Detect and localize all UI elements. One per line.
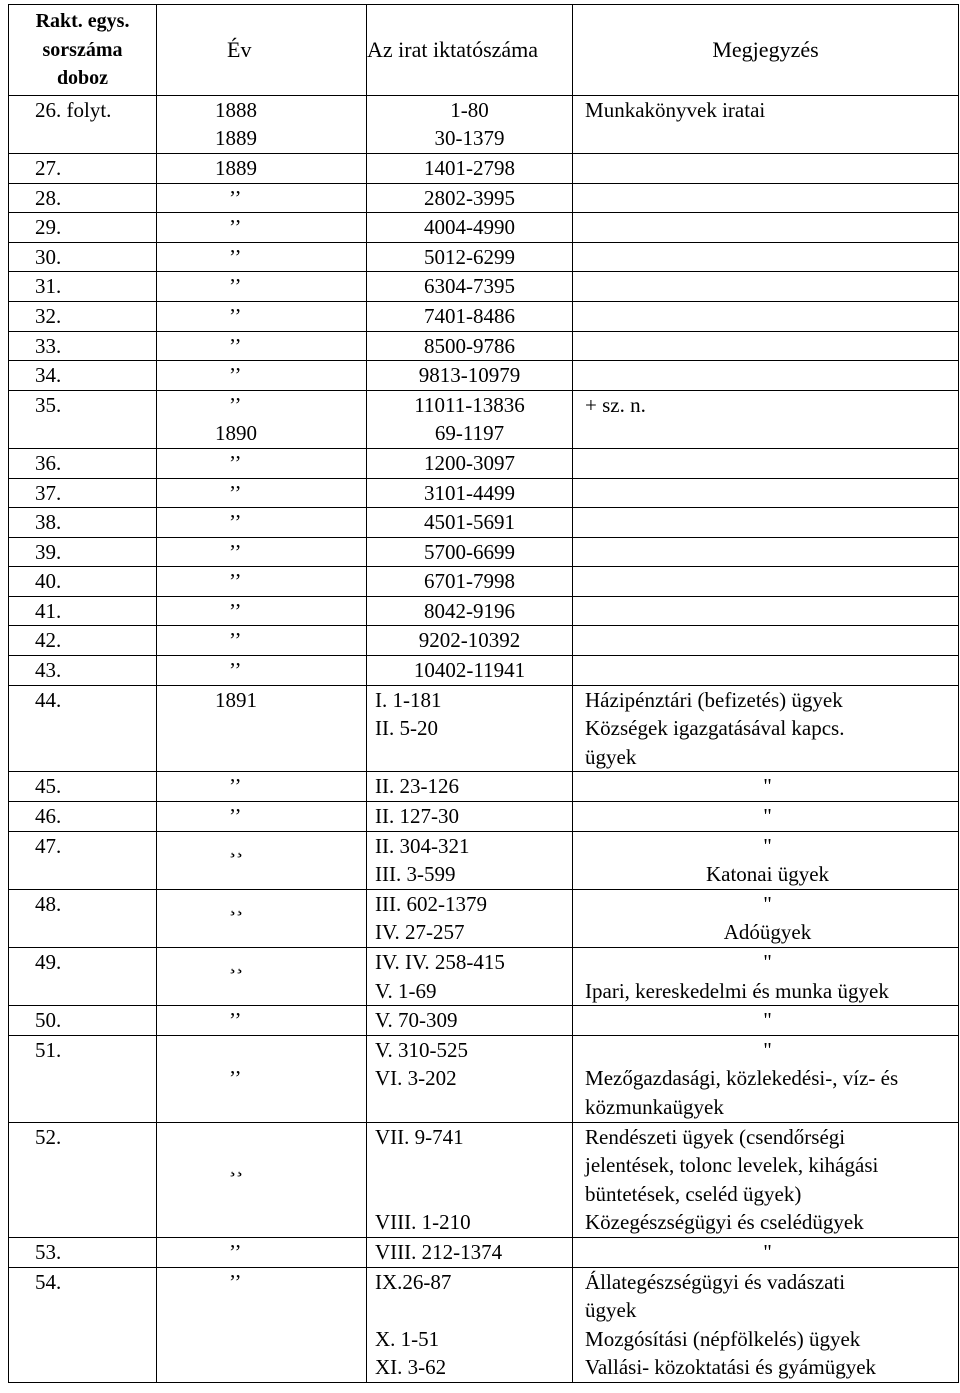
year-cell [157,242,367,272]
unit-number-cell: 48. [9,889,157,947]
reference-cell-line: XI. 3-62 [375,1355,447,1380]
year-cell [157,948,367,1006]
year-cell-line: ’’ [229,658,242,683]
unit-number-cell: 46. [9,802,157,832]
year-cell [157,95,367,153]
year-cell-line: ’’ [229,480,242,505]
unit-number-cell: 50. [9,1006,157,1036]
note-cell-line: Községek igazgatásával kapcs. [585,716,845,741]
year-cell-line [157,1123,358,1152]
table-row [9,831,959,889]
unit-number-cell: 40. [9,567,157,597]
year-cell [157,596,367,626]
note-cell [573,1006,959,1036]
note-cell [573,272,959,302]
year-cell-line: ’’ [229,1269,242,1294]
reference-cell [367,1237,573,1267]
reference-cell-line: II. 127-30 [375,804,459,829]
unit-number-cell: 32. [9,301,157,331]
reference-cell-line [375,1093,564,1122]
year-cell-line: ’’ [229,215,242,240]
note-cell [573,596,959,626]
note-cell [573,831,959,889]
note-cell-line: Adóügyek [723,920,812,945]
note-cell-line: " [763,804,772,829]
note-cell-line: Házipénztári (befizetés) ügyek [585,687,843,712]
note-cell-line: " [763,1239,772,1264]
reference-cell-line: 1401-2798 [424,155,516,180]
note-cell [573,390,959,448]
table-row [9,272,959,302]
reference-cell [367,390,573,448]
note-cell [573,1035,959,1122]
year-cell-line: ¸¸ [229,950,244,974]
unit-number-cell: 44. [9,685,157,772]
note-cell [573,889,959,947]
note-cell-line: Állategészségügyi és vadászati [585,1269,846,1294]
reference-cell-line: VIII. 1-210 [375,1210,471,1235]
note-cell-line: ügyek [585,744,637,769]
year-cell-line: 1888 [215,97,258,122]
table-row [9,95,959,153]
table-body [9,95,959,1382]
reference-cell [367,831,573,889]
note-cell [573,1122,959,1237]
header-year: Év [157,5,367,96]
reference-cell [367,183,573,213]
unit-number-cell: 31. [9,272,157,302]
note-cell-line: Mozgósítási (népfölkelés) ügyek [585,1326,861,1351]
table-row [9,948,959,1006]
table-row [9,1267,959,1382]
note-cell [573,772,959,802]
reference-cell-line: III. 602-1379 [375,891,487,916]
note-cell [573,478,959,508]
year-cell [157,626,367,656]
reference-cell-line: 8500-9786 [424,333,516,358]
note-cell-line: " [763,1008,772,1033]
year-cell [157,1267,367,1382]
header-unit-number: Rakt. egys. sorszáma doboz [9,5,157,96]
unit-number-cell: 42. [9,626,157,656]
reference-cell [367,656,573,686]
year-cell-line: ’’ [229,1066,242,1091]
note-cell-line: " [763,950,772,974]
unit-number-cell: 47. [9,831,157,889]
unit-number-cell: 43. [9,656,157,686]
note-cell-line: " [763,774,772,799]
reference-cell-line: VI. 3-202 [375,1066,457,1091]
year-cell-line: 1889 [215,126,258,151]
unit-number-cell: 30. [9,242,157,272]
reference-cell [367,153,573,183]
year-cell-line: ’’ [229,510,242,535]
year-cell [157,656,367,686]
note-cell [573,656,959,686]
reference-cell-line [375,1296,564,1325]
note-cell [573,331,959,361]
year-cell-line: ’’ [229,274,242,299]
unit-number-cell: 26. folyt. [9,95,157,153]
table-header-row [9,5,959,96]
reference-cell-line: 9202-10392 [418,628,521,653]
header-reference: Az irat iktatószáma [367,5,573,96]
reference-cell [367,1122,573,1237]
year-cell-line [157,1180,358,1209]
reference-cell [367,626,573,656]
reference-cell-line: 1200-3097 [424,450,516,475]
note-cell-line: jelentések, tolonc levelek, kihágási [585,1153,879,1178]
note-cell [573,448,959,478]
reference-cell-line: V. 310-525 [375,1037,468,1062]
reference-cell-line: II. 23-126 [375,774,459,799]
reference-cell-line: 4004-4990 [424,215,516,240]
year-cell [157,537,367,567]
reference-cell [367,242,573,272]
unit-number-cell: 33. [9,331,157,361]
note-cell [573,183,959,213]
year-cell [157,301,367,331]
note-cell [573,802,959,832]
year-cell-line [157,1093,358,1122]
table-row [9,242,959,272]
year-cell [157,1122,367,1237]
year-cell-line: ’’ [229,333,242,358]
note-cell [573,537,959,567]
note-cell-line: Katonai ügyek [705,862,830,887]
year-cell [157,153,367,183]
table-row [9,772,959,802]
year-cell-line: ’’ [229,244,242,269]
year-cell-line: ’’ [229,363,242,388]
reference-cell-line: VIII. 212-1374 [375,1239,503,1264]
unit-number-cell: 36. [9,448,157,478]
reference-cell [367,478,573,508]
unit-number-cell: 53. [9,1237,157,1267]
reference-cell-line: 8042-9196 [424,598,516,623]
unit-number-cell: 27. [9,153,157,183]
table-row [9,390,959,448]
table-row [9,1122,959,1237]
reference-cell-line [375,1151,564,1180]
unit-number-cell: 45. [9,772,157,802]
note-cell [573,1267,959,1382]
reference-cell-line: I. 1-181 [375,687,442,712]
year-cell [157,183,367,213]
note-cell-line: büntetések, cseléd ügyek) [585,1181,802,1206]
table-row [9,1035,959,1122]
reference-cell [367,802,573,832]
year-cell [157,1237,367,1267]
note-cell-line: Mezőgazdasági, közlekedési-, víz- és [585,1066,899,1091]
year-cell [157,272,367,302]
table-row [9,685,959,772]
table-row [9,213,959,243]
unit-number-cell: 51. [9,1035,157,1122]
table-row [9,508,959,538]
unit-number-cell: 39. [9,537,157,567]
year-cell [157,448,367,478]
year-cell-line [157,1208,358,1237]
year-cell-line: ’’ [229,392,242,417]
table-row [9,153,959,183]
unit-number-cell: 54. [9,1267,157,1382]
year-cell [157,831,367,889]
note-cell [573,242,959,272]
note-cell [573,361,959,391]
reference-cell [367,596,573,626]
note-cell-line: + sz. n. [585,392,646,417]
reference-cell [367,213,573,243]
reference-cell-line: II. 5-20 [375,716,438,741]
note-cell-line: Ipari, kereskedelmi és munka ügyek [585,978,889,1003]
year-cell [157,1006,367,1036]
note-cell [573,508,959,538]
header-note: Megjegyzés [573,5,959,96]
reference-cell-line: IX.26-87 [375,1269,452,1294]
year-cell [157,685,367,772]
reference-cell-line: 69-1197 [434,421,505,446]
archive-inventory-table [8,4,959,1383]
year-cell [157,331,367,361]
note-cell-line: Közegészségügyi és cselédügyek [585,1210,864,1235]
reference-cell [367,685,573,772]
reference-cell-line: 4501-5691 [424,510,516,535]
table-row [9,1006,959,1036]
note-cell [573,213,959,243]
note-cell [573,948,959,1006]
table-row [9,478,959,508]
table-row [9,361,959,391]
year-cell-line: ’’ [229,450,242,475]
year-cell [157,567,367,597]
note-cell-line: " [763,833,772,858]
reference-cell [367,301,573,331]
note-cell-line: Munkakönyvek iratai [585,97,766,122]
year-cell [157,478,367,508]
year-cell-line: ’’ [229,1008,242,1033]
year-cell-line: ¸¸ [229,1153,244,1178]
note-cell-line: Vallási- közoktatási és gyámügyek [585,1355,877,1380]
year-cell [157,802,367,832]
year-cell-line: ’’ [229,1239,242,1264]
reference-cell [367,1035,573,1122]
reference-cell-line: 11011-13836 [414,392,525,417]
note-cell [573,567,959,597]
note-cell-line: közmunkaügyek [585,1094,724,1119]
table-row [9,596,959,626]
unit-number-cell: 35. [9,390,157,448]
year-cell-line: 1891 [215,687,258,712]
reference-cell [367,331,573,361]
table-row [9,331,959,361]
year-cell [157,213,367,243]
year-cell-line: ’’ [229,303,242,328]
note-cell [573,153,959,183]
reference-cell-line: 30-1379 [434,126,505,151]
table-row [9,448,959,478]
unit-number-cell: 28. [9,183,157,213]
table-row [9,567,959,597]
reference-cell-line: 10402-11941 [413,658,526,683]
reference-cell [367,361,573,391]
unit-number-cell: 38. [9,508,157,538]
reference-cell-line: III. 3-599 [375,862,456,887]
note-cell-line: ügyek [585,1298,637,1323]
year-cell-line: 1889 [215,155,258,180]
year-cell [157,889,367,947]
year-cell-line: ’’ [229,804,242,829]
note-cell-line: " [763,891,772,916]
reference-cell-line: 5700-6699 [424,539,516,564]
reference-cell-line: V. 70-309 [375,1008,458,1033]
year-cell [157,1035,367,1122]
reference-cell-line [375,1180,564,1209]
year-cell [157,390,367,448]
year-cell-line: ’’ [229,185,242,210]
year-cell [157,508,367,538]
note-cell [573,95,959,153]
unit-number-cell: 49. [9,948,157,1006]
reference-cell-line: X. 1-51 [375,1326,440,1351]
reference-cell [367,1006,573,1036]
unit-number-cell: 52. [9,1122,157,1237]
year-cell-line: ’’ [229,539,242,564]
year-cell-line: ’’ [229,569,242,594]
note-cell [573,685,959,772]
unit-number-cell: 41. [9,596,157,626]
reference-cell-line: 3101-4499 [424,480,516,505]
table-row [9,656,959,686]
note-cell-line: " [763,1037,772,1062]
reference-cell-line: II. 304-321 [375,833,470,858]
table-row [9,802,959,832]
reference-cell [367,95,573,153]
note-cell [573,1237,959,1267]
reference-cell [367,948,573,1006]
reference-cell-line: 5012-6299 [424,244,516,269]
reference-cell-line: 6701-7998 [424,569,516,594]
table-row [9,537,959,567]
year-cell-line: ’’ [229,598,242,623]
reference-cell [367,1267,573,1382]
table-row [9,1237,959,1267]
unit-number-cell: 29. [9,213,157,243]
reference-cell-line: 2802-3995 [424,185,516,210]
reference-cell-line: IV. 27-257 [375,920,465,945]
year-cell-line: ’’ [229,628,242,653]
unit-number-cell: 34. [9,361,157,391]
reference-cell-line: VII. 9-741 [375,1124,464,1149]
year-cell [157,772,367,802]
table-row [9,889,959,947]
year-cell-line: ¸¸ [229,891,244,916]
reference-cell-line: 1-80 [450,97,489,122]
reference-cell [367,772,573,802]
reference-cell-line: 9813-10979 [418,363,521,388]
reference-cell [367,889,573,947]
year-cell-line: 1890 [215,421,258,446]
table-row [9,301,959,331]
reference-cell-line: 6304-7395 [424,274,516,299]
reference-cell [367,567,573,597]
year-cell-line [157,1036,358,1065]
reference-cell [367,448,573,478]
note-cell [573,301,959,331]
unit-number-cell: 37. [9,478,157,508]
reference-cell [367,272,573,302]
reference-cell-line: IV. IV. 258-415 [375,950,505,974]
table-row [9,183,959,213]
reference-cell-line: V. 1-69 [375,978,437,1003]
table-row [9,626,959,656]
reference-cell-line: 7401-8486 [424,303,516,328]
year-cell [157,361,367,391]
reference-cell [367,508,573,538]
year-cell-line: ’’ [229,774,242,799]
reference-cell [367,537,573,567]
year-cell-line: ¸¸ [229,833,244,858]
note-cell [573,626,959,656]
note-cell-line: Rendészeti ügyek (csendőrségi [585,1124,846,1149]
